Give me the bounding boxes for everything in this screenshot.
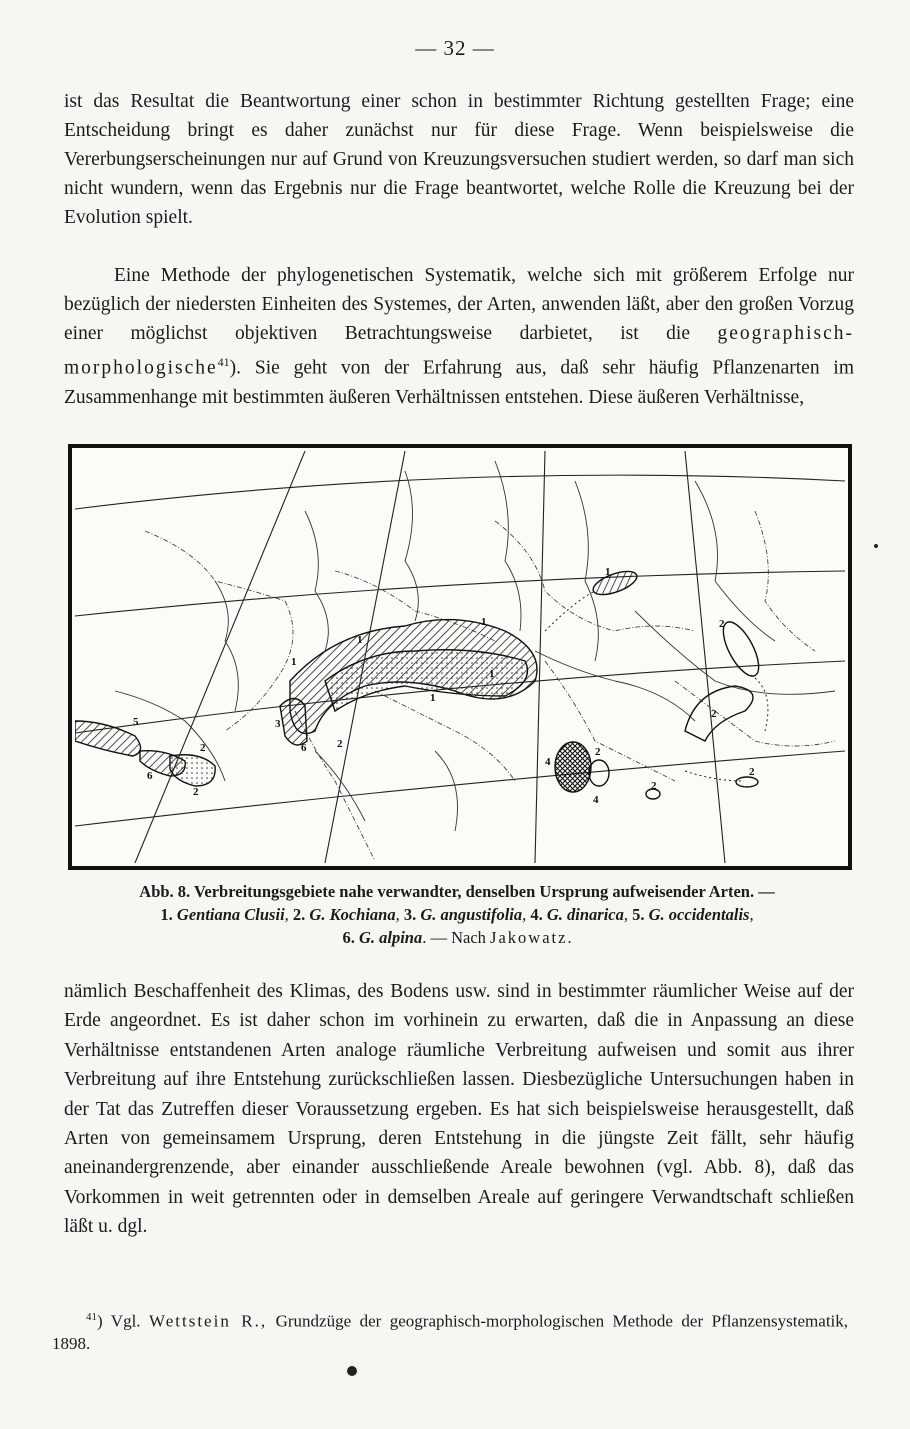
distribution-map (75, 451, 845, 863)
map-label-1d: 1 (291, 656, 297, 668)
species-3-num: 3. (403, 905, 417, 924)
paragraph-3: nämlich Beschaffenheit des Klimas, des Bodens usw. sind in bestimmter räumlicher Weise auf der Erde angeordnet. Es ist daher schon im vorhinein zu erwarten, daß die in Anpassung an diese Verhältnisse entstandenen Arten analoge räumliche Verbreitung aufweisen und somit aus ihrer Verbreitung auf ihre Entstehung zurückschließen lassen. Diesbezügliche Untersuchungen haben in der Tat das Zutreffen dieser Voraussetzung ergeben. Es hat sich beispielsweise herausgestellt, daß Arten von gemeinsamem Ursprung, deren Entstehung in die jüngste Zeit fällt, sehr häufig aneinandergrenzende, aber einander ausschließende Areale bewohnen (vgl. Abb. 8), daß das Vorkommen in weit getrennten oder in demselben Areale auf geringere Verwandtschaft schließen läßt u. dgl. (64, 981, 854, 1238)
range-gentiana-occidentalis (75, 721, 141, 756)
map-label-4a: 4 (545, 756, 551, 768)
map-label-2b: 2 (711, 708, 717, 720)
species-2-num: 2. (292, 905, 306, 924)
map-label-1c: 1 (481, 616, 487, 628)
species-1-name: Gentiana Clusii (176, 905, 285, 924)
map-label-1b: 1 (357, 634, 363, 646)
map-label-2d: 2 (749, 766, 755, 778)
map-label-2c: 2 (595, 746, 601, 758)
species-2-name: G. Kochiana (309, 905, 396, 924)
range-areas (75, 567, 766, 799)
map-label-2g: 2 (193, 786, 199, 798)
footnote-reference: 41 (217, 355, 230, 369)
range-gentiana-dinarica (555, 742, 591, 792)
footnote-prefix: ) Vgl. (97, 1311, 141, 1331)
map-label-4b: 4 (593, 794, 599, 806)
map-label-1f: 1 (489, 668, 495, 680)
map-label-6b: 6 (301, 742, 307, 754)
caption-source-author: Jakowatz (490, 928, 568, 947)
range-gentiana-angustifolia (280, 699, 307, 746)
range-kochiana-east (736, 777, 758, 787)
map-label-3: 3 (275, 718, 281, 730)
paragraph-2 (64, 261, 854, 412)
range-kochiana-balkan-a (589, 760, 609, 786)
map-label-6a: 6 (147, 770, 153, 782)
caption-source-prefix: — Nach (430, 928, 486, 947)
species-5-name: G. occidentalis (648, 905, 750, 924)
print-speck-margin (874, 544, 878, 548)
map-label-2a: 2 (719, 618, 725, 630)
species-3-name: G. angustifolia (420, 905, 523, 924)
species-6-name: G. alpina (358, 928, 423, 947)
footnote-author: Wettstein R., (149, 1311, 268, 1331)
species-1-num: 1. (160, 905, 173, 924)
map-label-5: 5 (133, 716, 139, 728)
print-speck (347, 1366, 357, 1376)
footnote (52, 1306, 848, 1355)
figure-caption: Abb. 8. Verbreitungsgebiete nahe verwandter, denselben Ursprung aufweisender Arten. — 1. Gentiana Clusii, 2. G. Kochiana, 3. G. angustifolia, 4. G. dinarica, 5. G. occidentalis, 6. G. alpina. — Nach Jakowatz. (139, 882, 775, 947)
distribution-map-figure (68, 444, 852, 870)
species-5-num: 5. (632, 905, 645, 924)
range-clusii-tatra (590, 567, 639, 600)
paragraph-2-text-before: Eine Methode der phylogenetischen Systematik, welche sich mit größerem Erfolge nur bezüglich der niedersten Einheiten des Systemes, der Arten, anwenden läßt, aber den großen Vorzug einer möglichst objektiven Betrachtungsweise darbietet, ist die (64, 265, 854, 344)
species-6-num: 6. (342, 928, 355, 947)
caption-heading: Abb. 8. Verbreitungsgebiete nahe verwandter, denselben Ursprung aufweisender Arten. — (139, 882, 775, 901)
map-label-2f: 2 (200, 742, 206, 754)
map-label-2h: 2 (337, 738, 343, 750)
paragraph-2-text-after: ). Sie geht von der Erfahrung aus, daß sehr häufig Pflanzenarten im Zusammenhange mit bestimmten äußeren Verhältnissen entstehen. Diese äußeren Verhältnisse, (64, 357, 854, 408)
page-number: — 32 — (415, 36, 495, 60)
map-label-1e: 1 (430, 692, 436, 704)
paragraph-2-emphasis: geographisch-morphologische (64, 323, 854, 379)
footnote-marker: 41 (86, 1311, 97, 1323)
map-label-1a: 1 (605, 566, 611, 578)
species-4-num: 4. (530, 905, 543, 924)
species-4-name: G. dinarica (546, 905, 624, 924)
map-label-2e: 2 (651, 780, 657, 792)
paragraph-1: ist das Resultat die Beantwortung einer schon in bestimmter Richtung gestellten Frage; eine Entscheidung bringt es daher zunächst nur für diese Frage. Wenn beispielsweise die Vererbungserscheinungen nur auf Grund von Kreuzungsversuchen studiert werden, so darf man sich nicht wundern, wenn das Ergebnis nur die Frage beantwortet, welche Rolle die Kreuzung bei der Evolution spielt. (64, 91, 854, 228)
footnote-text: Grundzüge der geographisch-morphologischen Methode der Pflanzensystematik, 1898. (52, 1311, 849, 1353)
range-gentiana-kochiana-pyrenees (170, 755, 215, 786)
